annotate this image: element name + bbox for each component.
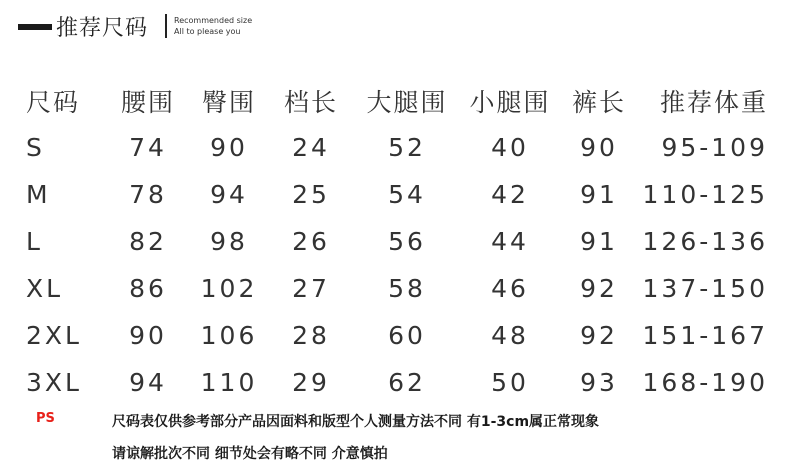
header-subtitle (174, 15, 252, 37)
weight-cell: 168-190 (642, 368, 768, 397)
thigh-cell: 52 (388, 133, 426, 162)
size-cell: M (26, 180, 51, 209)
length-cell: 92 (580, 274, 618, 303)
hip-cell: 98 (210, 227, 248, 256)
column-header-size: 尺码 (26, 87, 81, 117)
hip-cell: 106 (200, 321, 258, 350)
size-cell: L (26, 227, 43, 256)
thigh-cell: 62 (388, 368, 426, 397)
thigh-cell: 60 (388, 321, 426, 350)
length-cell: 92 (580, 321, 618, 350)
length-cell: 93 (580, 368, 618, 397)
waist-cell: 90 (129, 321, 167, 350)
table-row (26, 265, 768, 312)
ps-label: PS (36, 411, 55, 426)
column-header-weight: 推荐体重 (659, 87, 768, 117)
calf-cell: 50 (491, 368, 529, 397)
waist-cell: 78 (129, 180, 167, 209)
rise-cell: 24 (292, 133, 330, 162)
rise-cell: 29 (292, 368, 330, 397)
hip-cell: 94 (210, 180, 248, 209)
weight-cell: 151-167 (642, 321, 768, 350)
weight-cell: 137-150 (642, 274, 768, 303)
column-header-hip: 臀围 (201, 87, 256, 117)
thigh-cell: 58 (388, 274, 426, 303)
length-cell: 91 (580, 227, 618, 256)
header-divider (165, 14, 167, 38)
size-chart-table (26, 77, 768, 406)
hip-cell: 110 (200, 368, 258, 397)
length-cell: 91 (580, 180, 618, 209)
table-row (26, 218, 768, 265)
size-cell: 2XL (26, 321, 82, 350)
column-header-waist: 腰围 (120, 87, 175, 117)
length-cell: 90 (580, 133, 618, 162)
thigh-cell: 54 (388, 180, 426, 209)
waist-cell: 94 (129, 368, 167, 397)
header-accent-bar (18, 24, 52, 30)
calf-cell: 44 (491, 227, 529, 256)
weight-cell: 126-136 (642, 227, 768, 256)
column-header-rise: 档长 (283, 87, 338, 117)
hip-cell: 90 (210, 133, 248, 162)
table-row (26, 312, 768, 359)
calf-cell: 46 (491, 274, 529, 303)
hip-cell: 102 (200, 274, 258, 303)
rise-cell: 25 (292, 180, 330, 209)
header-subtitle-line2: All to please you (174, 27, 241, 36)
rise-cell: 28 (292, 321, 330, 350)
table-header-row (26, 77, 768, 124)
calf-cell: 42 (491, 180, 529, 209)
table-row (26, 171, 768, 218)
weight-cell: 95-109 (661, 133, 768, 162)
waist-cell: 74 (129, 133, 167, 162)
waist-cell: 82 (129, 227, 167, 256)
column-header-length: 裤长 (571, 87, 626, 117)
size-cell: XL (26, 274, 64, 303)
page-title: 推荐尺码 (56, 16, 149, 41)
waist-cell: 86 (129, 274, 167, 303)
table-row (26, 359, 768, 406)
rise-cell: 27 (292, 274, 330, 303)
calf-cell: 48 (491, 321, 529, 350)
size-cell: S (26, 133, 45, 162)
table-row (26, 124, 768, 171)
weight-cell: 110-125 (642, 180, 768, 209)
disclaimer-line-2: 请谅解批次不同 细节处会有略不同 介意慎拍 (112, 446, 388, 462)
size-cell: 3XL (26, 368, 82, 397)
thigh-cell: 56 (388, 227, 426, 256)
column-header-calf: 小腿围 (469, 87, 551, 117)
rise-cell: 26 (292, 227, 330, 256)
disclaimer-line-1: 尺码表仅供参考部分产品因面料和版型个人测量方法不同 有1-3cm属正常现象 (112, 414, 600, 430)
header-subtitle-line1: Recommended size (174, 16, 253, 25)
calf-cell: 40 (491, 133, 529, 162)
column-header-thigh: 大腿围 (366, 87, 448, 117)
